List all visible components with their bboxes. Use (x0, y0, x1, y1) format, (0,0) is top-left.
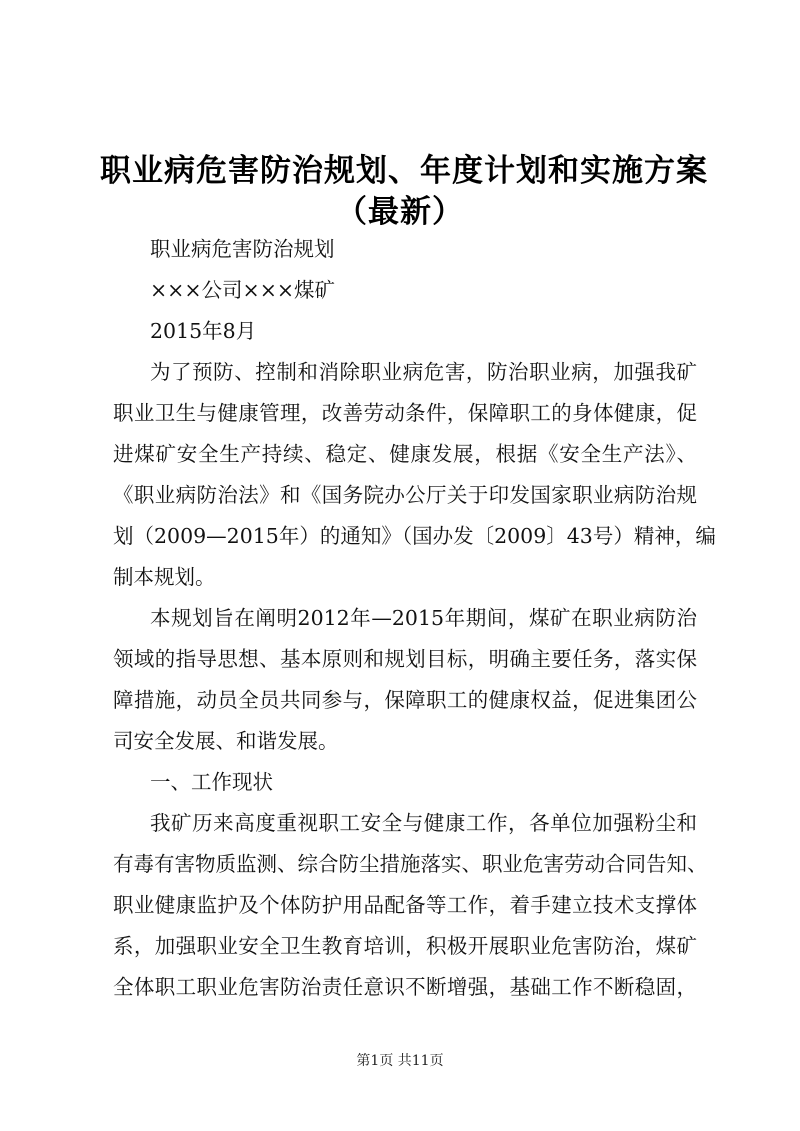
document-date: 2015年8月 (150, 319, 257, 343)
section-heading: 一、工作现状 (150, 770, 273, 794)
page-number-footer: 第1页 共11页 (356, 1053, 444, 1069)
paragraph-line: 划（2009—2015年）的通知》（国办发〔2009〕43号）精神，编 (113, 524, 716, 548)
organization-name: ×××公司×××煤矿 (150, 278, 336, 302)
paragraph-line: 制本规划。 (113, 565, 216, 589)
paragraph-line: 进煤矿安全生产持续、稳定、健康发展，根据《安全生产法》、 (113, 442, 697, 466)
paragraph-line: 职业健康监护及个体防护用品配备等工作，着手建立技术支撑体 (113, 893, 697, 917)
paragraph-line: 司安全发展、和谐发展。 (113, 729, 339, 753)
paragraph-line: 本规划旨在阐明2012年—2015年期间，煤矿在职业病防治 (150, 606, 697, 630)
paragraph-line: 有毒有害物质监测、综合防尘措施落实、职业危害劳动合同告知、 (113, 852, 708, 876)
document-title: 职业病危害防治规划、年度计划和实施方案 (100, 153, 708, 189)
plan-name: 职业病危害防治规划 (150, 237, 335, 261)
paragraph-line: 全体职工职业危害防治责任意识不断增强，基础工作不断稳固， (113, 975, 697, 999)
paragraph-line: 《职业病防治法》和《国务院办公厅关于印发国家职业病防治规 (113, 483, 697, 507)
paragraph-line: 障措施，动员全员共同参与，保障职工的健康权益，促进集团公 (113, 688, 697, 712)
paragraph-line: 领域的指导思想、基本原则和规划目标，明确主要任务，落实保 (113, 647, 697, 671)
document-title-suffix: （最新） (336, 194, 464, 230)
paragraph-line: 我矿历来高度重视职工安全与健康工作，各单位加强粉尘和 (150, 811, 697, 835)
paragraph-line: 系，加强职业安全卫生教育培训，积极开展职业危害防治，煤矿 (113, 934, 697, 958)
paragraph-line: 职业卫生与健康管理，改善劳动条件，保障职工的身体健康，促 (113, 401, 697, 425)
paragraph-line: 为了预防、控制和消除职业病危害，防治职业病，加强我矿 (150, 360, 697, 384)
